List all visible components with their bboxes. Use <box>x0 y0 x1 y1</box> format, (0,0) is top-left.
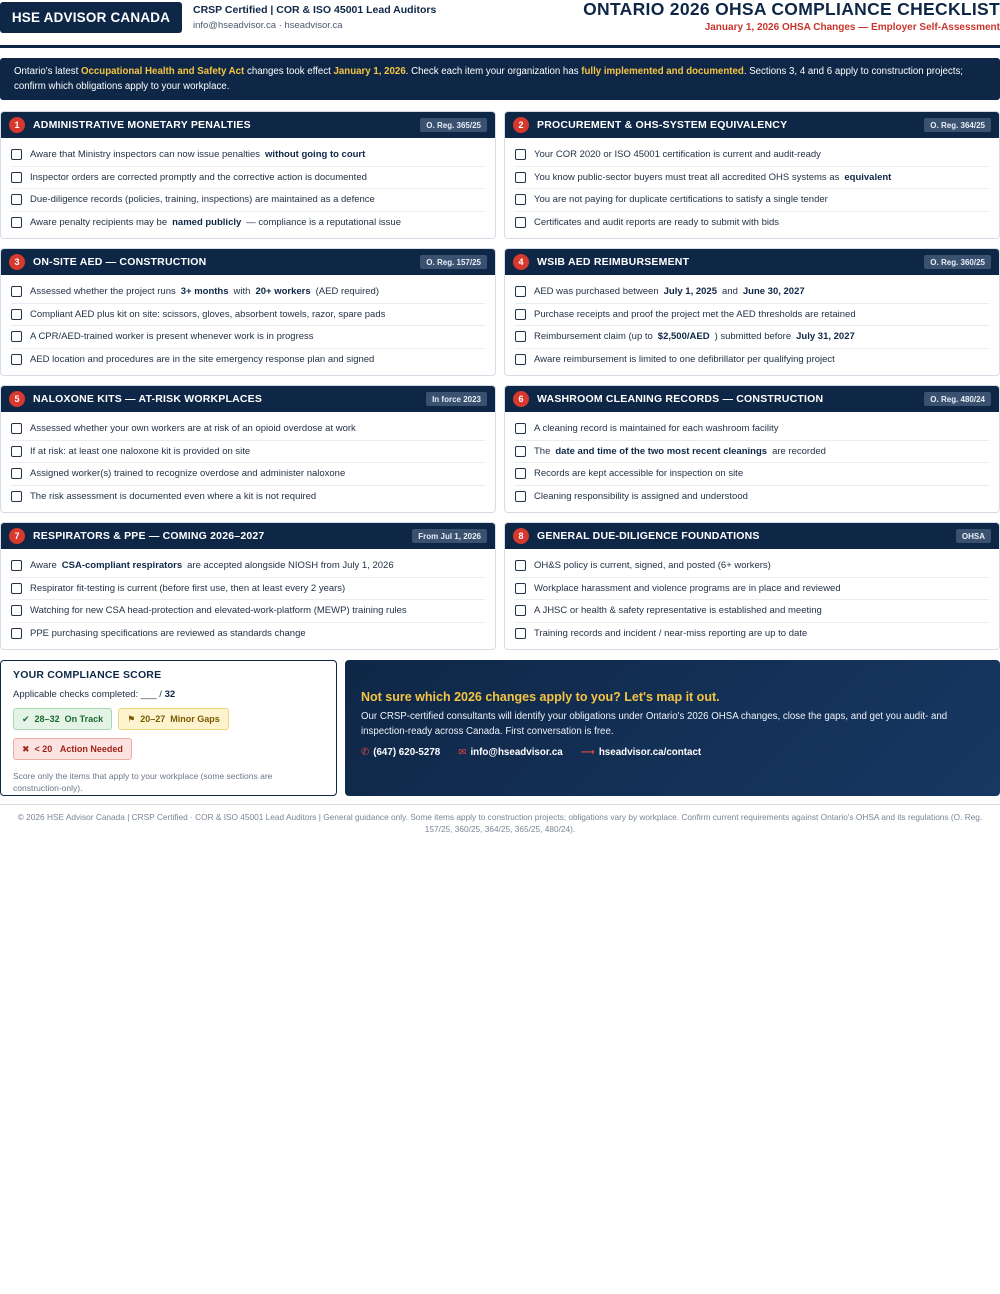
checkbox[interactable] <box>515 468 526 479</box>
checkbox[interactable] <box>515 628 526 639</box>
checkbox[interactable] <box>11 354 22 365</box>
section-title: RESPIRATORS & PPE — COMING 2026–2027 <box>33 530 265 542</box>
item-text: Due-diligence records (policies, training, inspections) are maintained as a defence <box>30 194 375 206</box>
checklist-item[interactable] <box>11 189 485 212</box>
item-emphasis: $2,500/AED <box>657 331 710 343</box>
item-text: are accepted alongside NIOSH from July 1, 2026 <box>187 560 394 572</box>
intro-highlight: fully implemented and documented <box>581 66 744 77</box>
checklist-item[interactable] <box>11 600 485 623</box>
item-text: You know public-sector buyers must treat all accredited OHS systems as <box>534 171 840 183</box>
regulation-badge: O. Reg. 480/24 <box>924 392 991 406</box>
item-text: Training records and incident / near-miss reporting are up to date <box>534 628 808 640</box>
section-header <box>505 112 999 138</box>
arrow-right-icon: ⟶ <box>580 747 595 758</box>
section-header <box>505 386 999 412</box>
item-text: Workplace harassment and violence programs are in place and reviewed <box>534 582 841 594</box>
badge-action-needed <box>13 738 132 760</box>
item-text: Assigned worker(s) trained to recognize overdose and administer naloxone <box>30 468 346 480</box>
item-text: ) submitted before <box>714 331 792 343</box>
checklist-item[interactable] <box>515 486 989 509</box>
regulation-badge: From Jul 1, 2026 <box>412 529 487 543</box>
section-1 <box>0 111 496 239</box>
section-title: WASHROOM CLEANING RECORDS — CONSTRUCTION <box>537 393 824 405</box>
item-emphasis: equivalent <box>844 171 892 183</box>
score-note: Score only the items that apply to your workplace (some sections are construction-only). <box>13 771 273 793</box>
item-emphasis: June 30, 2027 <box>742 286 805 298</box>
item-text: Respirator fit-testing is current (before first use, then at least every 2 years) <box>30 582 346 594</box>
checklist-item[interactable] <box>515 463 989 486</box>
item-text: Cleaning responsibility is assigned and understood <box>534 491 748 503</box>
regulation-badge: O. Reg. 365/25 <box>420 118 487 132</box>
checklist-item[interactable] <box>11 555 485 578</box>
credentials: CRSP Certified | COR & ISO 45001 Lead Auditors <box>193 4 437 16</box>
intro-banner <box>0 58 1000 100</box>
checklist-item[interactable] <box>515 623 989 646</box>
checklist-item[interactable] <box>515 349 989 372</box>
score-line-label: Applicable checks completed: ___ / <box>13 689 165 700</box>
item-text: Aware that Ministry inspectors can now issue penalties <box>30 149 261 161</box>
cta-links <box>361 747 984 758</box>
regulation-badge: In force 2023 <box>426 392 487 406</box>
section-8 <box>504 522 1000 650</box>
intro-text: Ontario's latest <box>14 66 81 77</box>
checkbox[interactable] <box>515 560 526 571</box>
item-text: Assessed whether your own workers are at risk of an opioid overdose at work <box>30 423 356 435</box>
section-header <box>1 112 495 138</box>
item-text: Your COR 2020 or ISO 45001 certification is current and audit-ready <box>534 149 821 161</box>
checkbox[interactable] <box>11 560 22 571</box>
checklist-item[interactable] <box>11 144 485 167</box>
checklist-item[interactable] <box>515 189 989 212</box>
checkbox[interactable] <box>11 217 22 228</box>
checkbox[interactable] <box>515 605 526 616</box>
checkbox[interactable] <box>11 309 22 320</box>
checklist-items <box>1 412 495 508</box>
item-text: The risk assessment is documented even where a kit is not required <box>30 491 317 503</box>
cta-email: info@hseadvisor.ca <box>470 747 563 758</box>
checkbox[interactable] <box>11 331 22 342</box>
section-number: 2 <box>513 117 529 133</box>
item-emphasis: 20+ workers <box>255 286 311 298</box>
item-text: AED location and procedures are in the site emergency response plan and signed <box>30 354 375 366</box>
page-header <box>0 0 1000 48</box>
checklist-item[interactable] <box>515 304 989 327</box>
section-title: NALOXONE KITS — AT-RISK WORKPLACES <box>33 393 263 405</box>
item-text: Watching for new CSA head-protection and elevated-work-platform (MEWP) training rules <box>30 605 407 617</box>
section-number: 4 <box>513 254 529 270</box>
checkbox[interactable] <box>515 331 526 342</box>
badge-label: On Track <box>64 714 104 724</box>
checkbox[interactable] <box>515 172 526 183</box>
item-emphasis: without going to court <box>265 149 366 161</box>
cta-phone: (647) 620-5278 <box>373 747 441 758</box>
checkbox[interactable] <box>11 149 22 160</box>
page-subtitle: January 1, 2026 OHSA Changes — Employer Self-Assessment <box>704 22 1000 33</box>
badge-range: 28–32 <box>34 714 60 724</box>
checkbox[interactable] <box>11 468 22 479</box>
checklist-item[interactable] <box>515 600 989 623</box>
checklist-items <box>1 138 495 234</box>
section-number: 7 <box>9 528 25 544</box>
checklist-item[interactable] <box>11 167 485 190</box>
section-number: 1 <box>9 117 25 133</box>
logo: HSE ADVISOR CANADA <box>0 2 182 33</box>
section-title: ADMINISTRATIVE MONETARY PENALTIES <box>33 119 251 131</box>
section-6 <box>504 385 1000 513</box>
item-emphasis: CSA-compliant respirators <box>61 560 183 572</box>
checkbox[interactable] <box>11 194 22 205</box>
item-text: — compliance is a reputational issue <box>246 217 401 229</box>
item-emphasis: July 1, 2025 <box>663 286 717 298</box>
item-text: with <box>233 286 251 298</box>
item-text: and <box>722 286 738 298</box>
checklist-item[interactable] <box>11 281 485 304</box>
regulation-badge: O. Reg. 360/25 <box>924 255 991 269</box>
item-text: Reimbursement claim (up to <box>534 331 653 343</box>
checklist-items <box>1 275 495 371</box>
score-title: YOUR COMPLIANCE SCORE <box>13 669 162 681</box>
flag-icon: ⚑ <box>127 713 136 724</box>
checklist-items <box>505 412 999 508</box>
cta-body: Our CRSP-certified consultants will identify your obligations under Ontario's 2026 OHSA changes, close the gaps, and get you audit- and inspection-ready across Canada. First conversation is free. <box>361 711 948 737</box>
footer: © 2026 HSE Advisor Canada | CRSP Certified · COR & ISO 45001 Lead Auditors | General guidance only. Some items apply to construction projects; obligations vary by workplace. Confirm current requirements against Ontario's OHSA and its regulations (O. Reg. 157/25, 360/25, 364/25, 365/25, 480/24). <box>0 804 1000 835</box>
section-title: WSIB AED REIMBURSEMENT <box>537 256 690 268</box>
checkbox[interactable] <box>515 309 526 320</box>
section-title: GENERAL DUE-DILIGENCE FOUNDATIONS <box>537 530 760 542</box>
item-text: Assessed whether the project runs <box>30 286 176 298</box>
regulation-badge: O. Reg. 157/25 <box>420 255 487 269</box>
section-3 <box>0 248 496 376</box>
checklist-item[interactable] <box>11 212 485 235</box>
section-header <box>1 249 495 275</box>
checkbox[interactable] <box>515 354 526 365</box>
checklist-item[interactable] <box>515 578 989 601</box>
checklist-item[interactable] <box>11 326 485 349</box>
checklist-item[interactable] <box>11 349 485 372</box>
item-text: Purchase receipts and proof the project met the AED thresholds are retained <box>534 308 856 320</box>
checklist-item[interactable] <box>515 212 989 235</box>
section-2 <box>504 111 1000 239</box>
checklist-item[interactable] <box>11 418 485 441</box>
section-header <box>505 523 999 549</box>
item-text: Certificates and audit reports are ready to submit with bids <box>534 217 780 229</box>
section-title: PROCUREMENT & OHS-SYSTEM EQUIVALENCY <box>537 119 788 131</box>
checkbox[interactable] <box>515 423 526 434</box>
item-text: Compliant AED plus kit on site: scissors, gloves, absorbent towels, razor, spare pads <box>30 308 386 320</box>
check-icon: ✔ <box>22 713 30 724</box>
item-text: are recorded <box>772 445 826 457</box>
cross-icon: ✖ <box>22 743 30 754</box>
page-title: ONTARIO 2026 OHSA COMPLIANCE CHECKLIST <box>583 0 1000 19</box>
regulation-badge: OHSA <box>956 529 991 543</box>
checklist-item[interactable] <box>11 623 485 646</box>
item-text: A cleaning record is maintained for each washroom facility <box>534 423 779 435</box>
item-text: PPE purchasing specifications are reviewed as standards change <box>30 628 306 640</box>
item-text: Records are kept accessible for inspection on site <box>534 468 744 480</box>
item-emphasis: 3+ months <box>180 286 229 298</box>
item-text: You are not paying for duplicate certifications to satisfy a single tender <box>534 194 828 206</box>
checklist-item[interactable] <box>515 555 989 578</box>
phone-icon: ✆ <box>361 747 370 758</box>
cta-title: Not sure which 2026 changes apply to you? Let's map it out. <box>361 690 720 704</box>
item-text: Inspector orders are corrected promptly and the corrective action is documented <box>30 171 367 183</box>
intro-text: changes took effect <box>244 66 334 77</box>
checklist-items <box>1 549 495 645</box>
item-text: A JHSC or health & safety representative is established and meeting <box>534 605 822 617</box>
checkbox[interactable] <box>515 491 526 502</box>
checklist-item[interactable] <box>11 463 485 486</box>
checklist-item[interactable] <box>515 441 989 464</box>
checkbox[interactable] <box>515 217 526 228</box>
item-text: Aware penalty recipients may be <box>30 217 168 229</box>
checkbox[interactable] <box>515 446 526 457</box>
intro-highlight: January 1, 2026 <box>333 66 406 77</box>
badge-label: Action Needed <box>59 744 123 754</box>
section-4 <box>504 248 1000 376</box>
checklist-items <box>505 138 999 234</box>
checkbox[interactable] <box>11 423 22 434</box>
checklist-item[interactable] <box>515 144 989 167</box>
item-text: The <box>534 445 551 457</box>
header-contact: info@hseadvisor.ca · hseadvisor.ca <box>193 20 343 31</box>
intro-text: . Check each item your organization has <box>405 66 582 77</box>
item-text: Aware reimbursement is limited to one defibrillator per qualifying project <box>534 354 835 366</box>
item-text: (AED required) <box>315 286 379 298</box>
checkbox[interactable] <box>11 583 22 594</box>
section-header <box>1 386 495 412</box>
item-text: OH&S policy is current, signed, and posted (6+ workers) <box>534 560 771 572</box>
checklist-item[interactable] <box>11 486 485 509</box>
checkbox[interactable] <box>515 149 526 160</box>
checkbox[interactable] <box>11 286 22 297</box>
item-emphasis: named publicly <box>172 217 242 229</box>
cta-web: hseadvisor.ca/contact <box>598 747 702 758</box>
badge-minor-gaps <box>118 708 229 730</box>
item-emphasis: July 31, 2027 <box>796 331 855 343</box>
section-number: 8 <box>513 528 529 544</box>
checkbox[interactable] <box>11 172 22 183</box>
section-header <box>1 523 495 549</box>
section-7 <box>0 522 496 650</box>
checkbox[interactable] <box>515 194 526 205</box>
score-line <box>13 689 324 700</box>
intro-text: . Sections 3, 4 and 6 apply to construction projects; confirm which obligations apply to your workplace. <box>14 66 963 92</box>
cta-email-link[interactable] <box>458 747 563 758</box>
regulation-badge: O. Reg. 364/25 <box>924 118 991 132</box>
badge-label: Minor Gaps <box>170 714 220 724</box>
badge-on-track <box>13 708 112 730</box>
section-title: ON-SITE AED — CONSTRUCTION <box>33 256 207 268</box>
checkbox[interactable] <box>11 605 22 616</box>
cta-web-link[interactable] <box>581 747 701 758</box>
item-text: If at risk: at least one naloxone kit is provided on site <box>30 445 251 457</box>
checklist-item[interactable] <box>11 578 485 601</box>
section-5 <box>0 385 496 513</box>
item-text: A CPR/AED-trained worker is present whenever work is in progress <box>30 331 314 343</box>
checkbox[interactable] <box>515 286 526 297</box>
cta-phone-link[interactable] <box>361 747 440 758</box>
cta-panel <box>345 660 1000 796</box>
intro-highlight: Occupational Health and Safety Act <box>81 66 245 77</box>
checklist-item[interactable] <box>515 281 989 304</box>
checklist-item[interactable] <box>515 167 989 190</box>
item-text: AED was purchased between <box>534 286 659 298</box>
item-text: Aware <box>30 560 57 572</box>
badge-range: < 20 <box>34 744 53 754</box>
checkbox[interactable] <box>515 583 526 594</box>
section-header <box>505 249 999 275</box>
checklist-item[interactable] <box>11 441 485 464</box>
section-number: 6 <box>513 391 529 407</box>
score-total: 32 <box>164 689 176 700</box>
checklist-items <box>505 549 999 645</box>
mail-icon: ✉ <box>458 747 467 758</box>
checkbox[interactable] <box>11 446 22 457</box>
score-badges <box>13 708 273 760</box>
checkbox[interactable] <box>11 628 22 639</box>
item-emphasis: date and time of the two most recent cleanings <box>555 445 768 457</box>
compliance-score-box <box>0 660 337 796</box>
checklist-item[interactable] <box>515 326 989 349</box>
checklist-item[interactable] <box>11 304 485 327</box>
badge-range: 20–27 <box>140 714 166 724</box>
checkbox[interactable] <box>11 491 22 502</box>
section-number: 3 <box>9 254 25 270</box>
checklist-item[interactable] <box>515 418 989 441</box>
section-number: 5 <box>9 391 25 407</box>
checklist-items <box>505 275 999 371</box>
